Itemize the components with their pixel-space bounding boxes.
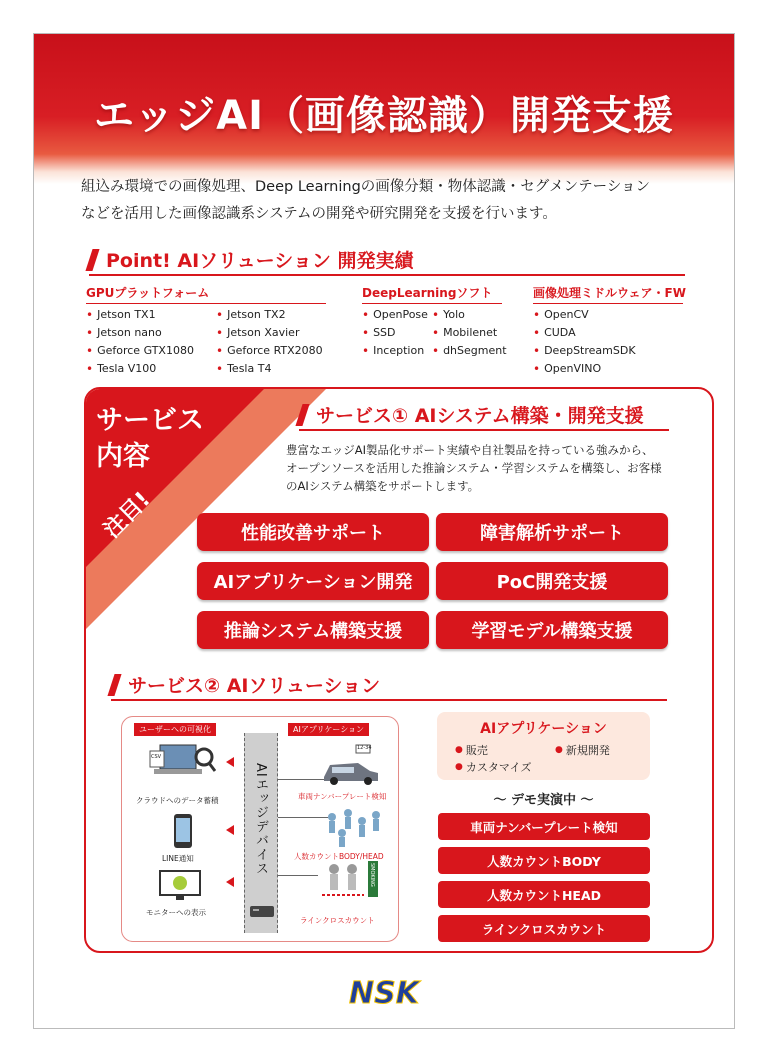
arrow-icon	[226, 825, 234, 835]
ai-app-item-custom: ● カスタマイズ	[455, 759, 532, 775]
laptop-csv-icon	[148, 741, 216, 783]
list-item: • dhSegment	[432, 343, 502, 359]
failure-analysis-button[interactable]: 障害解析サポート	[436, 513, 668, 551]
csv-label: CSV	[151, 754, 162, 760]
corner-line-2: 内容	[96, 441, 150, 472]
hero-banner	[34, 34, 734, 184]
s2-title: サービス② AIソリューション	[128, 675, 381, 697]
list-item: • Jetson nano	[86, 325, 216, 341]
intro-line-1: 組込み環境での画像処理、Deep Learningの画像分類・物体認識・セグメンテーション	[81, 179, 651, 195]
user-visualization-label: ユーザーへの可視化	[134, 723, 216, 736]
smoking-sign: SMOKING	[369, 863, 375, 887]
list-item: • Tesla T4	[216, 361, 326, 377]
demo-body-button[interactable]: 人数カウントBODY	[438, 847, 650, 874]
list-item: • Jetson Xavier	[216, 325, 326, 341]
monitor-icon	[158, 869, 202, 903]
s1-desc-line-3: のAIシステム構築をサポートします。	[286, 479, 480, 493]
smartphone-icon	[172, 813, 194, 849]
s2-rule	[111, 699, 667, 701]
col-middleware-list	[533, 307, 683, 377]
performance-support-button[interactable]: 性能改善サポート	[197, 513, 429, 551]
list-item: • Yolo	[432, 307, 502, 323]
cloud-storage-text: クラウドへのデータ蓄積	[136, 796, 219, 805]
edge-device-label: AIエッジデバイス	[253, 763, 268, 876]
ai-app-label: AIアプリケーション	[288, 723, 369, 736]
edge-device-bar	[244, 733, 278, 933]
col-gpu-title: GPUプラットフォーム	[86, 284, 326, 304]
s1-rule	[299, 429, 669, 431]
s1-desc-line-2: オープンソースを活用した推論システム・学習システムを構築し、お客様	[286, 461, 662, 475]
col-dl-title: DeepLearningソフト	[362, 284, 502, 304]
list-item: • OpenPose	[362, 307, 432, 323]
intro-line-2: などを活用した画像認識系システムの開発や研究開発を支援を行います。	[81, 206, 557, 222]
ai-app-item-sales: ● 販売	[455, 742, 488, 758]
list-item: • Inception	[362, 343, 432, 359]
col-dl	[362, 284, 507, 359]
point-rule	[89, 274, 685, 276]
attention-badge: 注目!	[99, 487, 156, 544]
ai-app-panel	[437, 712, 650, 780]
list-item: • Geforce GTX1080	[86, 343, 216, 359]
col-middleware	[533, 284, 686, 377]
list-item: • CUDA	[533, 325, 683, 341]
list-item: • Jetson TX1	[86, 307, 216, 323]
list-item: • SSD	[362, 325, 432, 341]
poc-support-button[interactable]: PoC開発支援	[436, 562, 668, 600]
demo-linecross-button[interactable]: ラインクロスカウント	[438, 915, 650, 942]
list-item: • OpenVINO	[533, 361, 683, 377]
corner-line-1: サービス	[96, 405, 204, 436]
learning-model-button[interactable]: 学習モデル構築支援	[436, 611, 668, 649]
col-gpu-list	[86, 307, 326, 377]
ai-app-title: AIアプリケーション	[480, 721, 607, 737]
service-box	[84, 387, 714, 953]
plate-detect-text: 車両ナンバープレート検知	[298, 792, 387, 801]
inference-system-button[interactable]: 推論システム構築支援	[197, 611, 429, 649]
demo-title: ～ デモ実演中 ～	[493, 793, 594, 808]
list-item: • DeepStreamSDK	[533, 343, 683, 359]
intro-text	[81, 174, 701, 228]
arrow-icon	[226, 877, 234, 887]
people-count-text: 人数カウントBODY/HEAD	[294, 852, 384, 861]
s1-description	[286, 441, 686, 495]
demo-plate-button[interactable]: 車両ナンバープレート検知	[438, 813, 650, 840]
s1-heading	[299, 401, 644, 428]
arrow-icon	[226, 757, 234, 767]
col-gpu	[86, 284, 326, 377]
crowd-icon	[318, 803, 388, 849]
solution-diagram	[121, 716, 399, 942]
s1-desc-line-1: 豊富なエッジAI製品化サポート実績や自社製品を持っている強みから、	[286, 443, 654, 457]
list-item: • Jetson TX2	[216, 307, 326, 323]
nsk-logo	[334, 975, 434, 1009]
ai-app-dev-button[interactable]: AIアプリケーション開発	[197, 562, 429, 600]
flyer-page	[33, 33, 735, 1029]
s2-heading	[111, 671, 380, 698]
demo-head-button[interactable]: 人数カウントHEAD	[438, 881, 650, 908]
list-item: • Mobilenet	[432, 325, 502, 341]
page-title: エッジAI（画像認識）開発支援	[93, 93, 675, 139]
slash-mark	[107, 674, 121, 696]
slash-mark	[85, 249, 99, 271]
line-cross-text: ラインクロスカウント	[300, 916, 375, 925]
point-heading	[89, 246, 413, 273]
list-item: • Geforce RTX2080	[216, 343, 326, 359]
col-dl-list	[362, 307, 507, 359]
ai-app-item-new: ● 新規開発	[555, 742, 610, 758]
col-middleware-title: 画像処理ミドルウェア・FW	[533, 284, 683, 304]
line-notify-text: LINE通知	[162, 854, 194, 863]
point-title: Point! AIソリューション 開発実績	[106, 250, 414, 272]
connector-line	[278, 875, 318, 876]
list-item: • Tesla V100	[86, 361, 216, 377]
service-corner-title	[96, 403, 204, 475]
plate-tag: 12-34	[357, 745, 372, 751]
monitor-display-text: モニターへの表示	[146, 908, 206, 917]
logo-text: NSK	[349, 976, 419, 1009]
car-camera-icon	[318, 743, 388, 787]
list-item: • OpenCV	[533, 307, 683, 323]
edge-device-icon	[249, 903, 275, 919]
s1-title: サービス① AIシステム構築・開発支援	[316, 405, 644, 427]
